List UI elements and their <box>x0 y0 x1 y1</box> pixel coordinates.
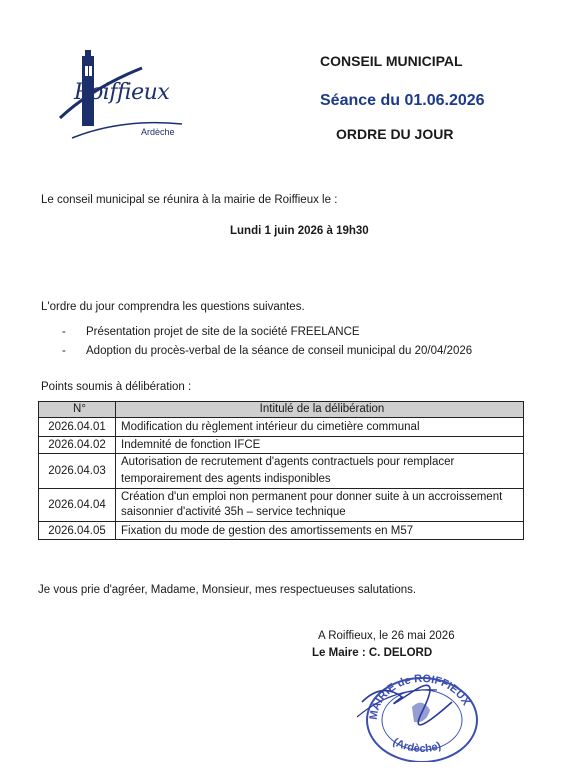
table-row <box>39 489 524 522</box>
svg-text:MAIRIE de ROIFFIEUX: MAIRIE de ROIFFIEUX <box>367 672 472 721</box>
logo-name: Roiffieux <box>74 80 170 105</box>
list-item <box>62 345 472 357</box>
seance-date: Séance du 01.06.2026 <box>320 92 485 109</box>
table-row <box>39 522 524 540</box>
closing-text: Je vous prie d'agréer, Madame, Monsieur, mes respectueuses salutations. <box>38 584 417 596</box>
row-text: Création d'un emploi non permanent pour donner suite à un accroissement saisonnier d'activité 35h – service technique <box>116 489 524 522</box>
row-text: Indemnité de fonction IFCE <box>116 437 524 454</box>
row-num: 2026.04.01 <box>39 418 116 437</box>
bullet-marker: - <box>62 345 66 357</box>
signature-maire: Le Maire : C. DELORD <box>312 647 433 659</box>
svg-text:(Ardèche): (Ardèche) <box>390 736 443 756</box>
row-num: 2026.04.03 <box>39 454 116 489</box>
table-row <box>39 454 524 489</box>
header-num: N° <box>39 402 116 418</box>
header-title: Intitulé de la délibération <box>116 402 524 418</box>
signature-place-date: A Roiffieux, le 26 mai 2026 <box>318 630 455 642</box>
table-row <box>39 437 524 454</box>
points-label: Points soumis à délibération : <box>41 381 192 393</box>
row-num: 2026.04.02 <box>39 437 116 454</box>
bullet-marker: - <box>62 326 66 338</box>
table-row <box>39 418 524 437</box>
table-header-row <box>39 402 524 418</box>
row-text: Modification du règlement intérieur du cimetière communal <box>116 418 524 437</box>
list-item <box>62 326 360 338</box>
row-num: 2026.04.05 <box>39 522 116 540</box>
meeting-date: Lundi 1 juin 2026 à 19h30 <box>230 225 369 237</box>
row-text: Autorisation de recrutement d'agents contractuels pour remplacer temporairement des agents indisponibles <box>116 454 524 489</box>
row-text: Fixation du mode de gestion des amortissements en M57 <box>116 522 524 540</box>
list-item-text: Adoption du procès-verbal de la séance de conseil municipal du 20/04/2026 <box>86 345 473 357</box>
row-num: 2026.04.04 <box>39 489 116 522</box>
ordre-heading: ORDRE DU JOUR <box>336 126 454 142</box>
deliberation-table <box>38 401 524 540</box>
logo-subtitle: Ardèche <box>141 127 175 137</box>
mairie-stamp <box>352 662 488 762</box>
list-item-text: Présentation projet de site de la société FREELANCE <box>86 326 360 338</box>
document-title: CONSEIL MUNICIPAL <box>320 53 463 69</box>
ordre-intro-text: L'ordre du jour comprendra les questions suivantes. <box>41 301 305 313</box>
intro-text: Le conseil municipal se réunira à la mairie de Roiffieux le : <box>41 194 338 206</box>
